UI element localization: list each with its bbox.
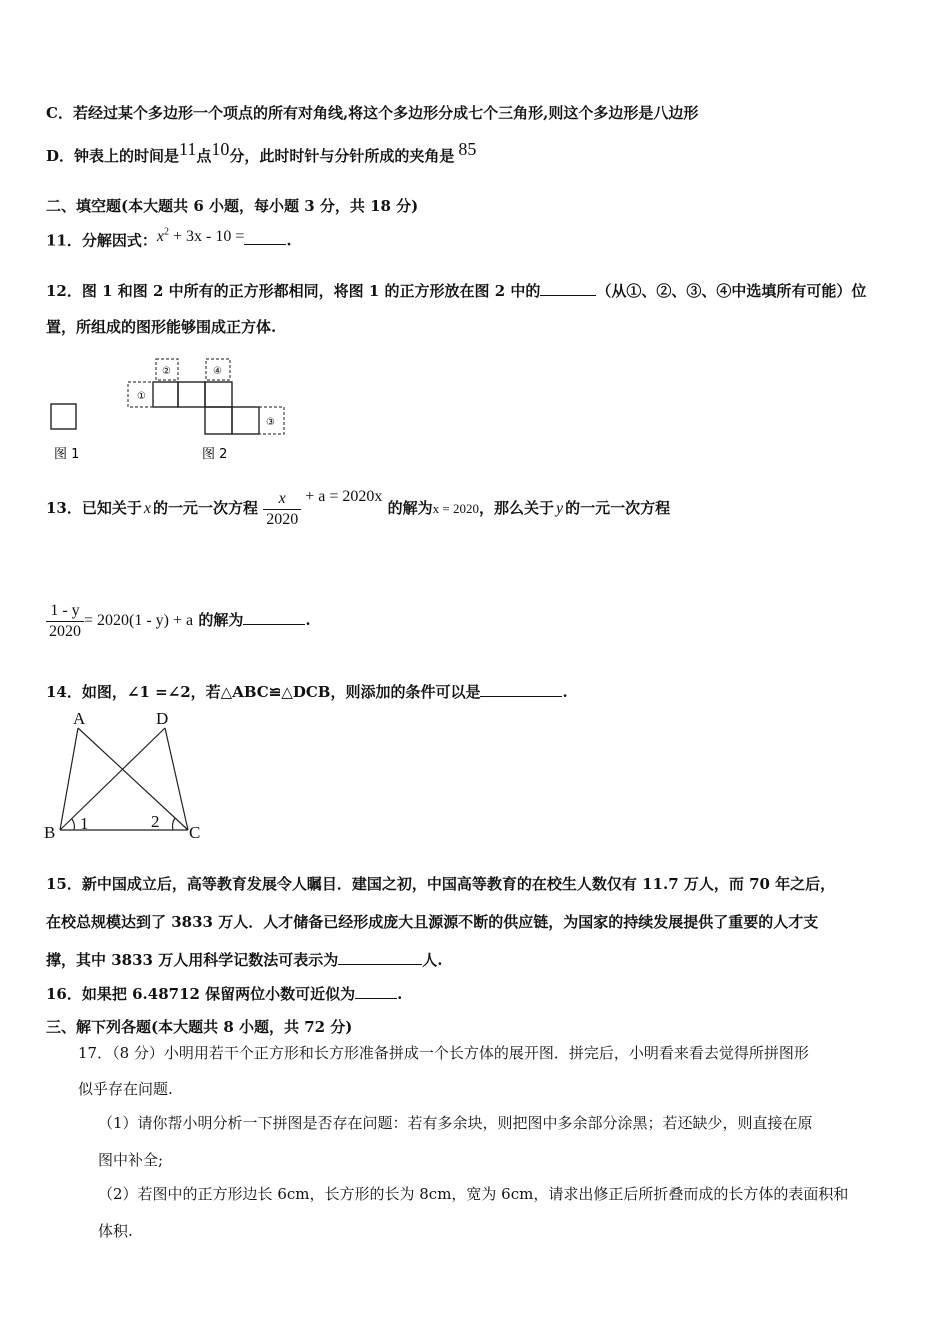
angle-1-label: 1 — [80, 814, 89, 833]
question-15-line1: 15．新中国成立后，高等教育发展令人瞩目．建国之初，中国高等教育的在校生人数仅有 11.7 万人，而 70 年之后， — [46, 875, 836, 893]
option-c: C．若经过某个多边形一个项点的所有对角线,将这个多边形分成七个三角形,则这个多边形是八边形 — [46, 104, 699, 122]
question-13-line2: $\frac{1 - y}{2020}$ = 2020(1 - y) + a 的解为 . — [46, 598, 311, 643]
figure-1-label: 图 1 — [54, 447, 80, 462]
question-14: 14．如图，∠1 =∠2，若△ABC≌△DCB，则添加的条件可以是 . — [46, 683, 568, 701]
circ-1-label: ① — [137, 391, 146, 402]
angle-2-label: 2 — [151, 812, 160, 831]
question-15-line2: 在校总规模达到了 3833 万人．人才储备已经形成庞大且源源不断的供应链，为国家的持续发展提供了重要的人才支 — [46, 913, 819, 931]
circ-4-label: ④ — [213, 366, 222, 377]
question-17-line1: 17．（8 分）小明用若干个正方形和长方形准备拼成一个长方体的展开图．拼完后，小明看来看去觉得所拼图形 — [78, 1044, 809, 1062]
vertex-d: D — [156, 709, 169, 728]
fraction-1: $\frac{x}{2020}$ — [263, 489, 301, 530]
question-11: 11．分解因式：$x^2 + 3x - 10$ = . — [46, 227, 292, 250]
question-17-part1-line2: 图中补全; — [98, 1151, 164, 1169]
vertex-b: B — [44, 823, 56, 842]
question-13-line1: 13．已知关于 x 的一元一次方程 $\frac{x}{2020}$ + a = 2020x 的解为x = 2020，那么关于 y 的一元一次方程 — [46, 488, 671, 528]
vertex-a: A — [73, 709, 86, 728]
question-15-line3: 撑，其中 3833 万人用科学记数法可表示为 人. — [46, 951, 443, 969]
circ-3-label: ③ — [266, 417, 275, 428]
question-17-part2-line2: 体积. — [98, 1222, 133, 1240]
figure-2-label: 图 2 — [202, 447, 228, 462]
figure-1 — [51, 404, 76, 429]
figure-2 — [153, 382, 259, 434]
question-17-part2-line1: （2）若图中的正方形边长 6cm，长方形的长为 8cm，宽为 6cm，请求出修正后所折叠而成的长方体的表面积和 — [98, 1185, 849, 1203]
question-17-line2: 似乎存在问题. — [78, 1080, 173, 1098]
vertex-c: C — [189, 823, 201, 842]
fraction-2: $\frac{1 - y}{2020}$ — [46, 601, 84, 642]
section3-title: 三、解下列各题(本大题共 8 小题，共 72 分) — [46, 1018, 353, 1036]
section2-title: 二、填空题(本大题共 6 小题，每小题 3 分，共 18 分) — [46, 197, 419, 215]
question-12-line2: 置，所组成的图形能够围成正方体. — [46, 318, 277, 336]
question-14-figure — [40, 708, 220, 846]
option-d: D．钟表上的时间是11点10分，此时时针与分针所成的夹角是 85 — [46, 139, 477, 165]
circ-2-label: ② — [162, 366, 171, 377]
question-12-figures — [40, 350, 310, 465]
question-17-part1-line1: （1）请你帮小明分析一下拼图是否存在问题：若有多余块，则把图中多余部分涂黑；若还缺少，则直接在原 — [98, 1114, 813, 1132]
question-12-line1: 12．图 1 和图 2 中所有的正方形都相同，将图 1 的正方形放在图 2 中的 （从①、②、③、④中选填所有可能）位 — [46, 282, 867, 300]
question-16: 16．如果把 6.48712 保留两位小数可近似为 . — [46, 985, 403, 1003]
